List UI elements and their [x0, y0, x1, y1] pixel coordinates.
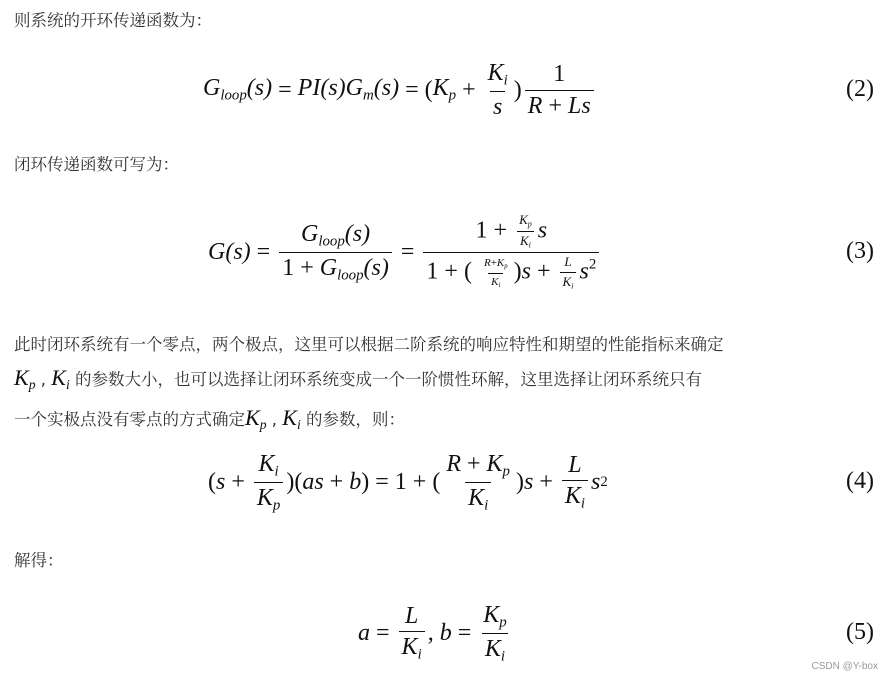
paragraph-pole-zero-line3: 一个实极点没有零点的方式确定$K_p$ , $K_i$ 的参数，则：	[14, 405, 405, 433]
paragraph-pole-zero-line3-head: 一个实极点没有零点的方式确定	[14, 410, 245, 430]
equation-5-body: a = $\frac{L}{K_i}$ , b = $\frac{K_p}{K_i}$	[358, 601, 507, 664]
paragraph-pole-zero-line2: $K_p$ , $K_i$ 的参数大小，也可以选择让闭环系统变成一个一阶惯性环解，这里选择让闭环系统只有	[14, 365, 702, 393]
equation-4	[0, 452, 890, 512]
equation-5-number: (5)	[846, 619, 874, 645]
equation-2	[0, 60, 890, 120]
watermark: CSDN @Y-box	[811, 661, 878, 672]
paragraph-pole-zero-line2-text: 的参数大小，也可以选择让闭环系统变成一个一阶惯性环解，这里选择让闭环系统只有	[74, 370, 702, 389]
equation-2-number: (2)	[846, 76, 874, 102]
equation-2-body: $G_{loop}(s)$ = $PI(s)G_m(s)$ = ( $K_p$ + $\frac{K_i}{s}$ ) $\frac{1}{R + Ls}$	[203, 60, 597, 120]
equation-3	[0, 212, 890, 292]
equation-4-body: ( s + $\frac{K_i}{K_p}$ )( as + b ) = 1 + ( $\frac{R + K_p}{K_i}$ ) s + $\frac{L}{K_i}$ s 2	[208, 450, 608, 513]
paragraph-solution-intro: 解得：	[14, 551, 64, 570]
paragraph-pole-zero-line1: 此时闭环系统有一个零点，两个极点，这里可以根据二阶系统的响应特性和期望的性能指标来确定	[14, 335, 724, 354]
equation-5	[0, 603, 890, 663]
paragraph-pole-zero-line3-tail: 的参数，则：	[305, 410, 405, 430]
equation-3-number: (3)	[846, 238, 874, 264]
equation-4-number: (4)	[846, 468, 874, 494]
paragraph-open-loop-intro: 则系统的开环传递函数为：	[14, 11, 212, 30]
equation-3-body: G(s) = $\frac{G_{loop}(s)}{1 + G_{loop}(s)}$ = 1 + $\frac{K_p}{K_i}$ s 1 + ( $\frac{R+K_p}{K_i}$ )s + $\frac{L}{K_i}$ $s^2$	[208, 212, 602, 292]
paragraph-pole-zero	[14, 328, 879, 441]
paragraph-closed-loop-intro: 闭环传递函数可写为：	[14, 155, 179, 174]
